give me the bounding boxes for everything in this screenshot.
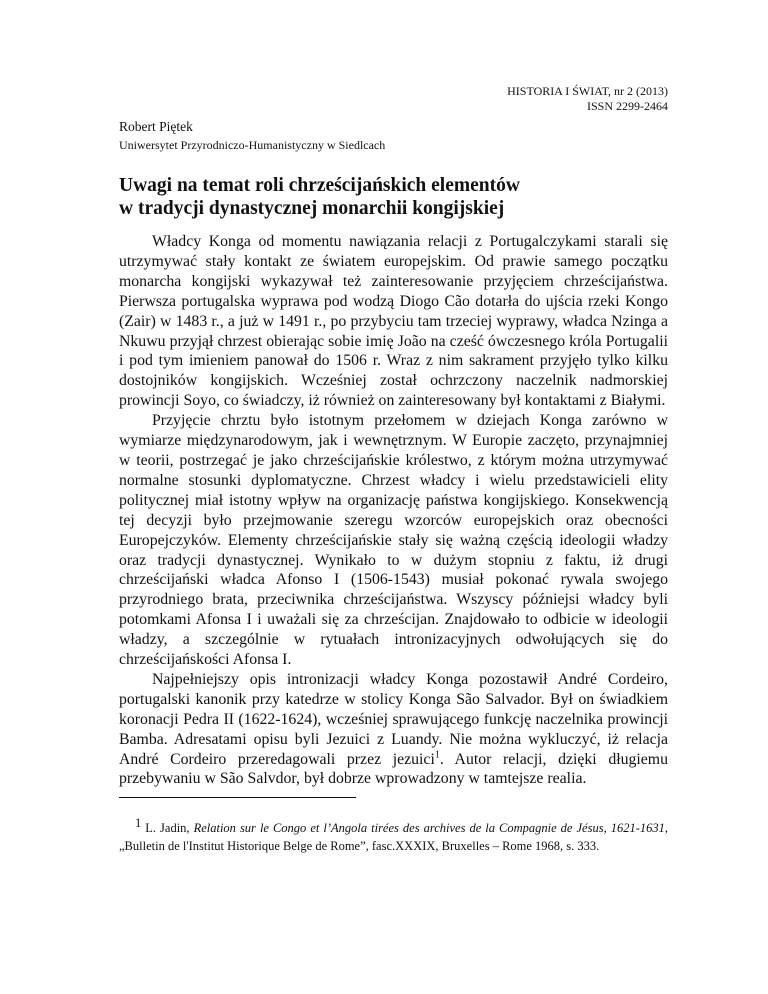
journal-issn: ISSN 2299-2464 (586, 99, 668, 113)
article-title-line1: Uwagi na temat roli chrześcijańskich elementów (119, 175, 520, 196)
footnote-reference[interactable]: 1 (434, 749, 440, 761)
body-paragraph-2: Przyjęcie chrztu było istotnym przełomem w dziejach Konga zarówno w wymiarze międzynarodowym, jak i wewnętrznym. W Europie zaczęto, przynajmniej w teorii, postrzegać je jako chrześcijańskie królestwo, z którym można utrzymywać normalne stosunki dyplomatyczne. Chrzest władcy i wielu przedstawicieli elity politycznej miał istotny wpływ na organizację państwa kongijskiego. Konsekwencją tej decyzji było przejmowanie szeregu wzorców europejskich oraz obecności Europejczyków. Elementy chrześcijańskie stały się ważną częścią ideologii władzy oraz tradycji dynastycznej. Wynikało to w dużym stopniu z faktu, iż drugi chrześcijański władca Afonso I (1506-1543) musiał pokonać rywala swojego przyrodniego brata, przeciwnika chrześcijaństwa. Wszyscy późniejsi władcy byli potomkami Afonsa I i uważali się za chrześcijan. Znajdowało to odbicie w ideologii władzy, a szczególnie w rytuałach intronizacyjnych odwołujących się do chrześcijańskości Afonsa I. (119, 412, 668, 669)
body-paragraph-3 (119, 670, 668, 789)
paragraph-3-text-b: . Autor relacji, dzięki długiemu przebywaniu w São Salvdor, był dobrze wprowadzony w tamtejsze realia. (119, 750, 668, 788)
article-body (119, 232, 668, 789)
journal-header (507, 84, 668, 114)
footnote-title: Relation sur le Congo et l’Angola tirées des archives de la Compagnie de Jésus, 1621-1631 (193, 821, 665, 835)
body-paragraph-1: Władcy Konga od momentu nawiązania relacji z Portugalczykami starali się utrzymywać stały kontakt ze światem europejskim. Od prawie samego początku monarcha kongijski wykazywał też zainteresowanie przyjęciem chrześcijaństwa. Pierwsza portugalska wyprawa pod wodzą Diogo Cão dotarła do ujścia rzeki Kongo (Zair) w 1483 r., a już w 1491 r., po przybyciu tam trzeciej wyprawy, władca Nzinga a Nkuwu przyjął chrzest obierając sobie imię João na cześć ówczesnego króla Portugalii i pod tym imieniem panował do 1506 r. Wraz z nim sakrament przyjęło tylko kilku dostojników kongijskich. Wcześniej został ochrzczony naczelnik nadmorskiej prowincji Soyo, co świadczy, iż również on zainteresowany był kontaktami z Białymi. (119, 233, 668, 410)
author-affiliation: Uniwersytet Przyrodniczo-Humanistyczny w Siedlcach (119, 138, 386, 152)
footnote-details: , „Bulletin de l'Institut Historique Belge de Rome”, fasc.XXXIX, Bruxelles – Rome 1968, s. 333. (119, 821, 668, 853)
article-title (119, 174, 659, 220)
footnote-separator (119, 797, 356, 798)
footnote-author: L. Jadin, (145, 821, 190, 835)
author-name: Robert Piętek (119, 119, 193, 134)
journal-title: HISTORIA I ŚWIAT, nr 2 (2013) (507, 84, 668, 98)
article-title-line2: w tradycji dynastycznej monarchii kongijskiej (119, 198, 505, 219)
footnote-1 (119, 815, 668, 855)
paragraph-3-text-a: Najpełniejszy opis intronizacji władcy Konga pozostawił André Cordeiro, portugalski kanonik przy katedrze w stolicy Konga São Salvador. Był on świadkiem koronacji Pedra II (1622-1624), wcześniej sprawującego funkcję naczelnika prowincji Bamba. Adresatami opisu byli Jezuici z Luandy. Nie można wykluczyć, iż relacja André Cordeiro przeredagowali przez jezuici (119, 670, 668, 768)
footnote-number: 1 (135, 815, 142, 830)
